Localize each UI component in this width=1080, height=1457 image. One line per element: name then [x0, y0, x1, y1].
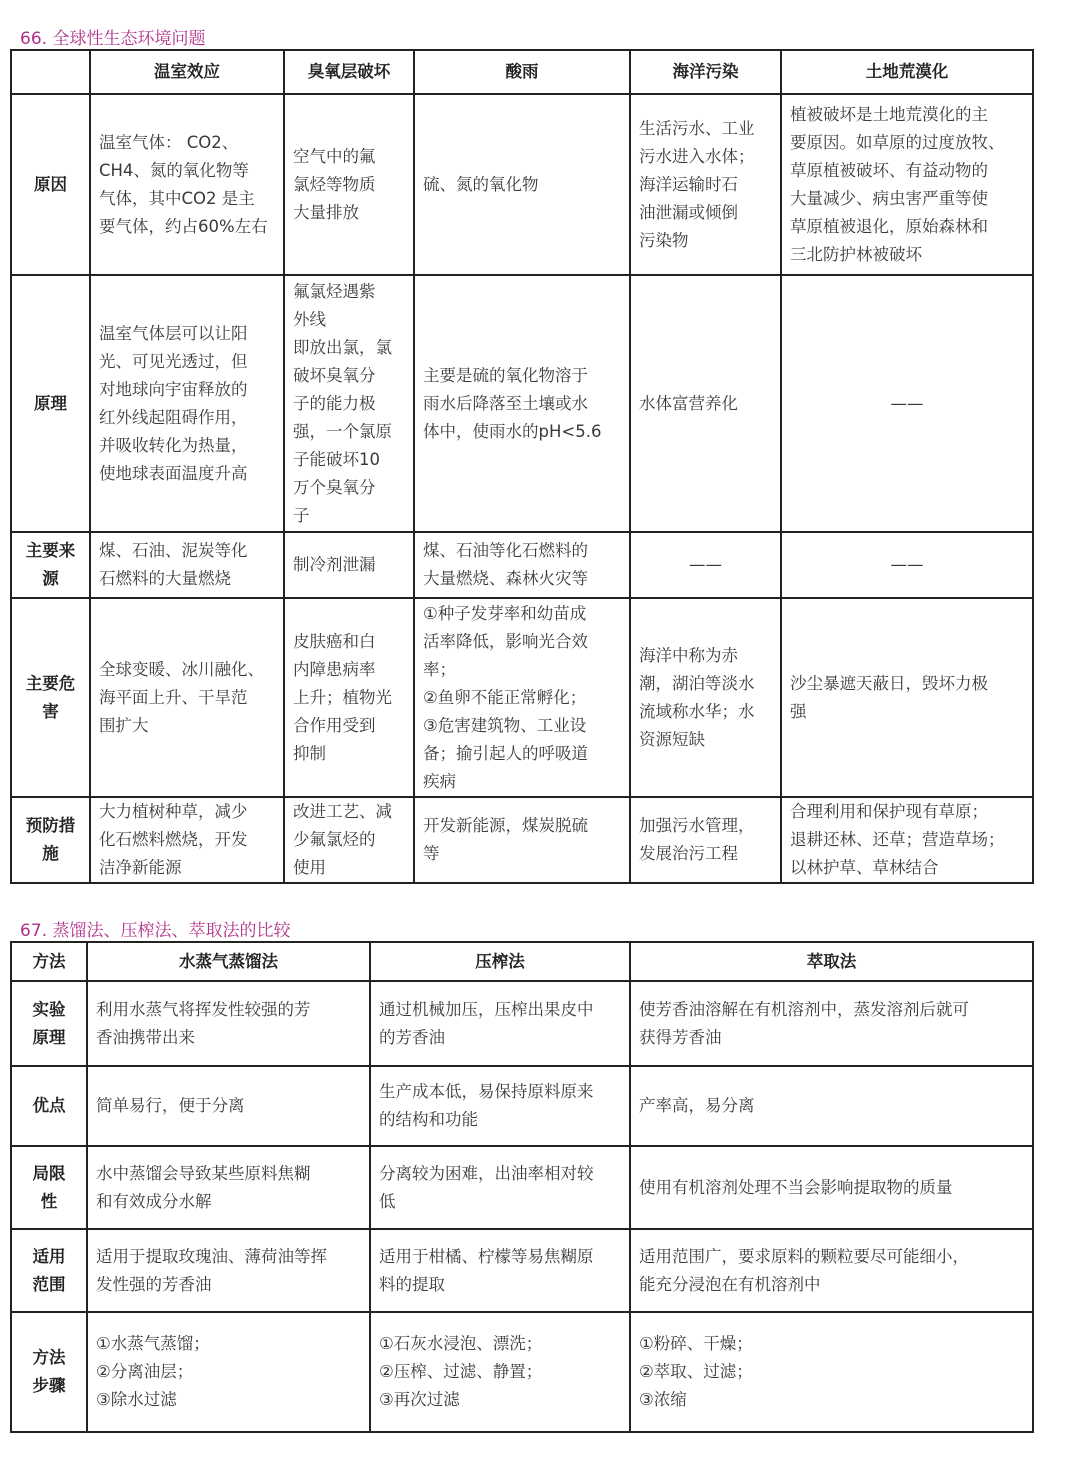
table-cell: 开发新能源，煤炭脱硫 等	[414, 797, 630, 883]
row-header: 原理	[11, 275, 90, 532]
table-cell: ①石灰水浸泡、漂洗； ②压榨、过滤、静置； ③再次过滤	[370, 1312, 630, 1432]
table-cell: 合理利用和保护现有草原； 退耕还林、还草；营造草场； 以林护草、草林结合	[781, 797, 1033, 883]
table-cell: 水中蒸馏会导致某些原料焦糊 和有效成分水解	[87, 1146, 370, 1229]
row-header: 局限 性	[11, 1146, 87, 1229]
section-66-title: 66. 全球性生态环境问题	[20, 29, 206, 49]
table-row	[11, 94, 1033, 275]
header-row	[11, 50, 1033, 94]
table-cell: 大力植树种草，减少 化石燃料燃烧，开发 洁净新能源	[90, 797, 284, 883]
row-header: 实验 原理	[11, 981, 87, 1066]
table-cell: 生活污水、工业 污水进入水体； 海洋运输时石 油泄漏或倾倒 污染物	[630, 94, 781, 275]
table-cell: 加强污水管理， 发展治污工程	[630, 797, 781, 883]
column-header: 海洋污染	[630, 50, 781, 94]
row-header: 原因	[11, 94, 90, 275]
table-row	[11, 598, 1033, 797]
column-header: 土地荒漠化	[781, 50, 1033, 94]
table-cell: 分离较为困难，出油率相对较 低	[370, 1146, 630, 1229]
table-row	[11, 1066, 1033, 1146]
row-header: 主要危 害	[11, 598, 90, 797]
row-header: 主要来 源	[11, 532, 90, 598]
section-67-title: 67. 蒸馏法、压榨法、萃取法的比较	[20, 921, 291, 941]
table-row	[11, 981, 1033, 1066]
eco-problems-table	[10, 49, 1034, 884]
table-cell: 适用于提取玫瑰油、薄荷油等挥 发性强的芳香油	[87, 1229, 370, 1312]
table-cell: 生产成本低，易保持原料原来 的结构和功能	[370, 1066, 630, 1146]
table-cell: ①水蒸气蒸馏； ②分离油层； ③除水过滤	[87, 1312, 370, 1432]
table-cell: 氟氯烃遇紫 外线 即放出氯，氯 破坏臭氧分 子的能力极 强，一个氯原 子能破坏10 万个臭氧分 子	[284, 275, 414, 532]
table-cell: 温室气体层可以让阳 光、可见光透过，但 对地球向宇宙释放的 红外线起阻碍作用， 并吸收转化为热量， 使地球表面温度升高	[90, 275, 284, 532]
table-cell: ——	[781, 275, 1033, 532]
table-cell: 主要是硫的氧化物溶于 雨水后降落至土壤或水 体中，使雨水的pH<5.6	[414, 275, 630, 532]
column-header: 臭氧层破坏	[284, 50, 414, 94]
table-cell: 水体富营养化	[630, 275, 781, 532]
column-header: 压榨法	[370, 942, 630, 981]
table-cell: 简单易行，便于分离	[87, 1066, 370, 1146]
table-cell: 植被破坏是土地荒漠化的主 要原因。如草原的过度放牧、 草原植被破坏、有益动物的 大量减少、病虫害严重等使 草原植被退化，原始森林和 三北防护林被破坏	[781, 94, 1033, 275]
table-cell: 硫、氮的氧化物	[414, 94, 630, 275]
column-header	[11, 50, 90, 94]
table-cell: 产率高，易分离	[630, 1066, 1033, 1146]
table-cell: 适用于柑橘、柠檬等易焦糊原 料的提取	[370, 1229, 630, 1312]
table-cell: 通过机械加压，压榨出果皮中 的芳香油	[370, 981, 630, 1066]
column-header: 水蒸气蒸馏法	[87, 942, 370, 981]
table-cell: 海洋中称为赤 潮，湖泊等淡水 流域称水华；水 资源短缺	[630, 598, 781, 797]
table-cell: 制冷剂泄漏	[284, 532, 414, 598]
table-cell: ——	[781, 532, 1033, 598]
table-row	[11, 275, 1033, 532]
column-header: 温室效应	[90, 50, 284, 94]
column-header: 酸雨	[414, 50, 630, 94]
header-row	[11, 942, 1033, 981]
table-cell: 煤、石油等化石燃料的 大量燃烧、森林火灾等	[414, 532, 630, 598]
row-header: 预防措 施	[11, 797, 90, 883]
table-cell: ——	[630, 532, 781, 598]
table-row	[11, 532, 1033, 598]
extraction-methods-table	[10, 941, 1034, 1433]
table-cell: ①种子发芽率和幼苗成 活率降低，影响光合效 率； ②鱼卵不能正常孵化； ③危害建筑物、工业设 备；揄引起人的呼吸道 疾病	[414, 598, 630, 797]
row-header: 优点	[11, 1066, 87, 1146]
table-row	[11, 1312, 1033, 1432]
table-cell: 煤、石油、泥炭等化 石燃料的大量燃烧	[90, 532, 284, 598]
table-cell: 温室气体： CO2、 CH4、氮的氧化物等 气体，其中CO2 是主 要气体，约占60%左右	[90, 94, 284, 275]
table-cell: 使用有机溶剂处理不当会影响提取物的质量	[630, 1146, 1033, 1229]
column-header: 方法	[11, 942, 87, 981]
table-cell: 空气中的氟 氯烃等物质 大量排放	[284, 94, 414, 275]
table-row	[11, 797, 1033, 883]
table-cell: ①粉碎、干燥； ②萃取、过滤； ③浓缩	[630, 1312, 1033, 1432]
table-cell: 全球变暖、冰川融化、 海平面上升、干旱范 围扩大	[90, 598, 284, 797]
table-cell: 使芳香油溶解在有机溶剂中，蒸发溶剂后就可 获得芳香油	[630, 981, 1033, 1066]
table-row	[11, 1229, 1033, 1312]
table-row	[11, 1146, 1033, 1229]
table-cell: 改进工艺、减 少氟氯烃的 使用	[284, 797, 414, 883]
column-header: 萃取法	[630, 942, 1033, 981]
table-cell: 沙尘暴遮天蔽日，毁坏力极 强	[781, 598, 1033, 797]
row-header: 适用 范围	[11, 1229, 87, 1312]
table-cell: 适用范围广，要求原料的颗粒要尽可能细小， 能充分浸泡在有机溶剂中	[630, 1229, 1033, 1312]
table-cell: 皮肤癌和白 内障患病率 上升；植物光 合作用受到 抑制	[284, 598, 414, 797]
table-cell: 利用水蒸气将挥发性较强的芳 香油携带出来	[87, 981, 370, 1066]
row-header: 方法 步骤	[11, 1312, 87, 1432]
